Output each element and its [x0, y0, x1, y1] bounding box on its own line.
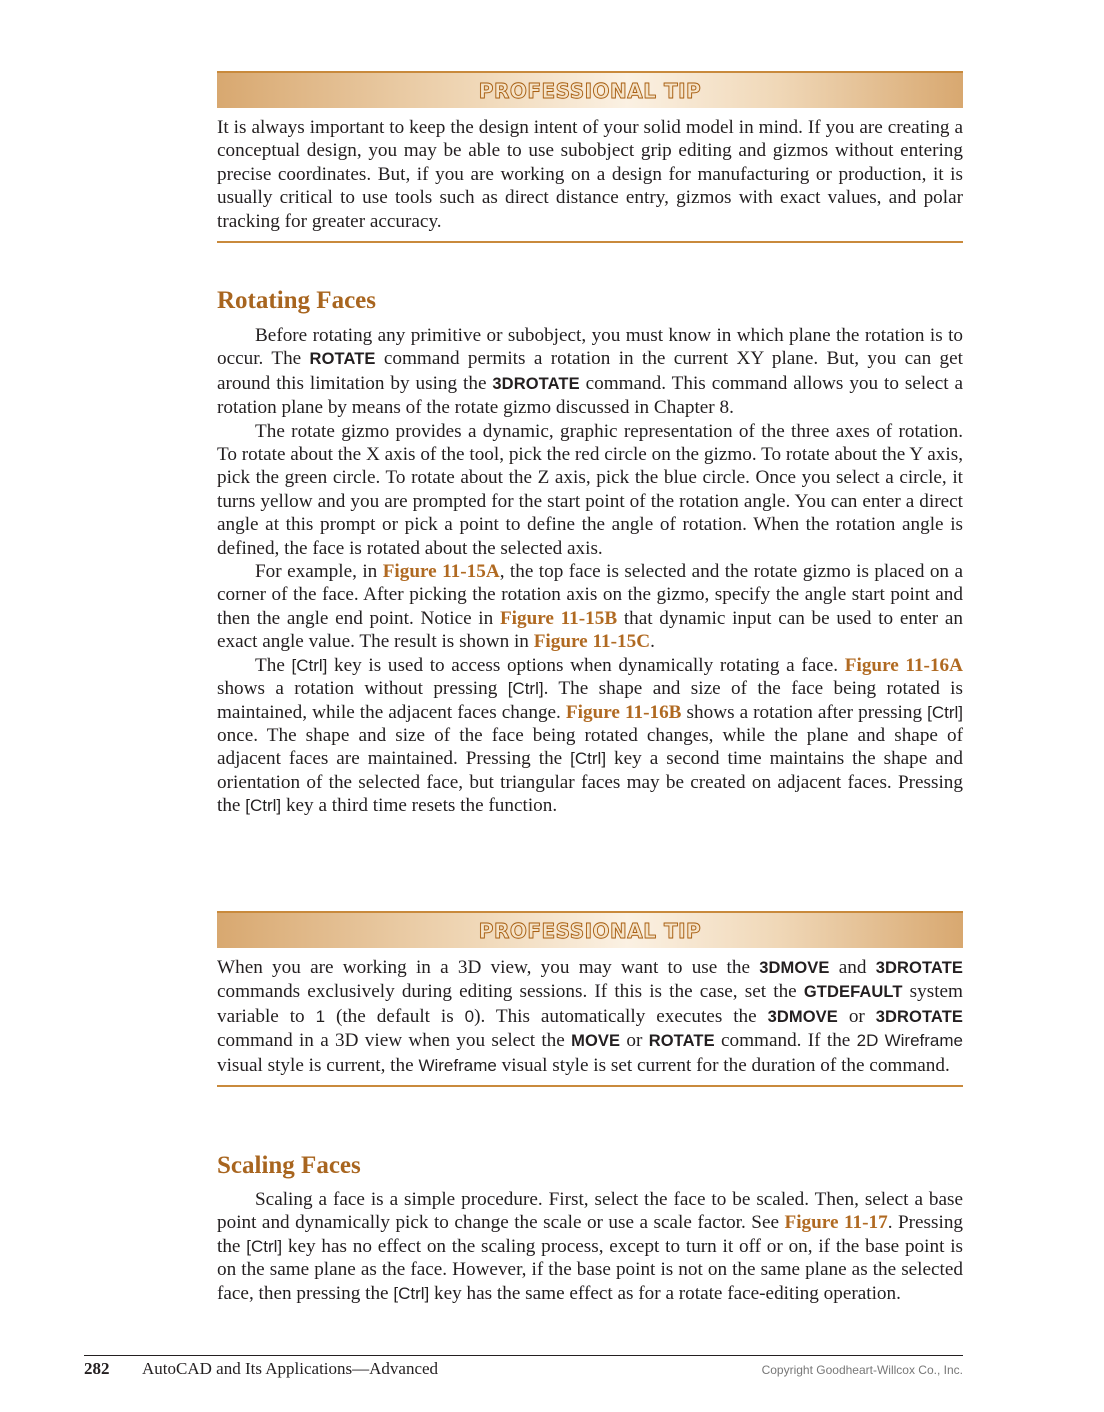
command-name: ROTATE [309, 350, 376, 369]
paragraph: The [Ctrl] key is used to access options when dynamically rotating a face. Figure 11-16A shows a rotation without pressing [Ctrl]. The shape and size of the face being rotated is maintained, while the adjacent faces change. Figure 11-16B shows a rotation after pressing [Ctrl] once. The shape and size of the face being rotated changes, while the plane and shape of adjacent faces are maintained. Pressing the [Ctrl] key a second time maintains the shape and orientation of the selected face, but triangular faces may be created on adjacent faces. Pressing the [Ctrl] key a third time resets the function. [217, 654, 964, 817]
command-name: MOVE [571, 1032, 621, 1051]
command-name: 3DMOVE [767, 1007, 838, 1026]
figure-reference[interactable]: Figure 11-15C [533, 631, 651, 653]
rotating-faces-body [217, 324, 963, 818]
key-name: [Ctrl] [245, 796, 282, 816]
tip-body: It is always important to keep the design intent of your solid model in mind. If you are creating a conceptual design, you may be able to use subobject grip editing and gizmos without entering precise coordinates. But, if you are working on a design for manufacturing or production, it is usually critical to use tools such as direct distance entry, gizmos with exact values, and polar tracking for greater accuracy. [217, 116, 963, 243]
page-footer [84, 1355, 963, 1379]
command-name: ROTATE [648, 1032, 715, 1051]
section-heading-scaling-faces: Scaling Faces [217, 1152, 361, 1179]
professional-tip-1 [217, 71, 963, 243]
tip-header [217, 71, 963, 108]
visual-style-name: Wireframe [418, 1055, 497, 1075]
key-name: [Ctrl] [393, 1283, 430, 1303]
key-name: [Ctrl] [246, 1236, 283, 1256]
key-name: [Ctrl] [507, 679, 544, 699]
value-text: 1 [315, 1006, 326, 1026]
command-name: 3DMOVE [759, 959, 830, 977]
figure-reference[interactable]: Figure 11-15A [382, 561, 500, 583]
book-title: AutoCAD and Its Applications—Advanced [142, 1359, 439, 1378]
figure-reference[interactable]: Figure 11-17 [784, 1212, 888, 1234]
figure-reference[interactable]: Figure 11-16B [565, 701, 682, 723]
tip-title: PROFESSIONAL TIP [478, 918, 702, 943]
key-name: [Ctrl] [927, 702, 964, 722]
tip-title: PROFESSIONAL TIP [478, 78, 702, 103]
scaling-faces-body [217, 1188, 963, 1305]
tip-body: When you are working in a 3D view, you may want to use the 3DMOVE and 3DROTATE commands exclusively during editing sessions. If this is the case, set the GTDEFAULT system variable to 1 (the default is 0). This automatically executes the 3DMOVE or 3DROTATE command in a 3D view when you select the MOVE or ROTATE command. If the 2D Wireframe visual style is current, the Wireframe visual style is set current for the duration of the command. [217, 956, 963, 1087]
section-heading-rotating-faces: Rotating Faces [217, 287, 376, 314]
key-name: [Ctrl] [570, 749, 607, 769]
command-name: 3DROTATE [875, 959, 963, 977]
paragraph: The rotate gizmo provides a dynamic, graphic representation of the three axes of rotation. To rotate about the X axis of the tool, pick the red circle on the gizmo. To rotate about the Y axis, pick the green circle. To rotate about the Z axis, pick the blue circle. Once you select a circle, it turns yellow and you are prompted for the start point of the rotation angle. You can enter a direct angle at this prompt or pick a point to define the angle of rotation. When the rotation angle is defined, the face is rotated about the selected axis. [217, 420, 963, 559]
command-name: 3DROTATE [492, 374, 580, 393]
paragraph: Scaling a face is a simple procedure. First, select the face to be scaled. Then, select a base point and dynamically pick to change the scale or use a scale factor. See Figure 11-17. Pressing the [Ctrl] key has no effect on the scaling process, except to turn it off or on, if the base point is on the same plane as the face. However, if the base point is not on the same plane as the selected face, then pressing the [Ctrl] key has the same effect as for a rotate face-editing operation. [217, 1189, 964, 1304]
command-name: 3DROTATE [875, 1007, 964, 1026]
value-text: 0 [464, 1006, 475, 1026]
copyright-notice: Copyright Goodheart-Willcox Co., Inc. [761, 1363, 963, 1377]
visual-style-name: 2D Wireframe [856, 1031, 963, 1051]
tip-header [217, 911, 963, 948]
paragraph: For example, in Figure 11-15A, the top face is selected and the rotate gizmo is placed on a corner of the face. After picking the rotation axis on the gizmo, specify the angle start point and then the angle end point. Notice in Figure 11-15B that dynamic input can be used to enter an exact angle value. The result is shown in Figure 11-15C. [217, 561, 963, 653]
figure-reference[interactable]: Figure 11-15B [499, 607, 618, 629]
professional-tip-2 [217, 911, 963, 1087]
page-number: 282 [84, 1359, 110, 1378]
paragraph: Before rotating any primitive or subobject, you must know in which plane the rotation is to occur. The ROTATE command permits a rotation in the current XY plane. But, you can get around this limitation by using the 3DROTATE command. This command allows you to select a rotation plane by means of the rotate gizmo discussed in Chapter 8. [217, 325, 964, 419]
command-name: GTDEFAULT [803, 983, 903, 1002]
figure-reference[interactable]: Figure 11-16A [844, 654, 963, 676]
key-name: [Ctrl] [291, 655, 328, 675]
